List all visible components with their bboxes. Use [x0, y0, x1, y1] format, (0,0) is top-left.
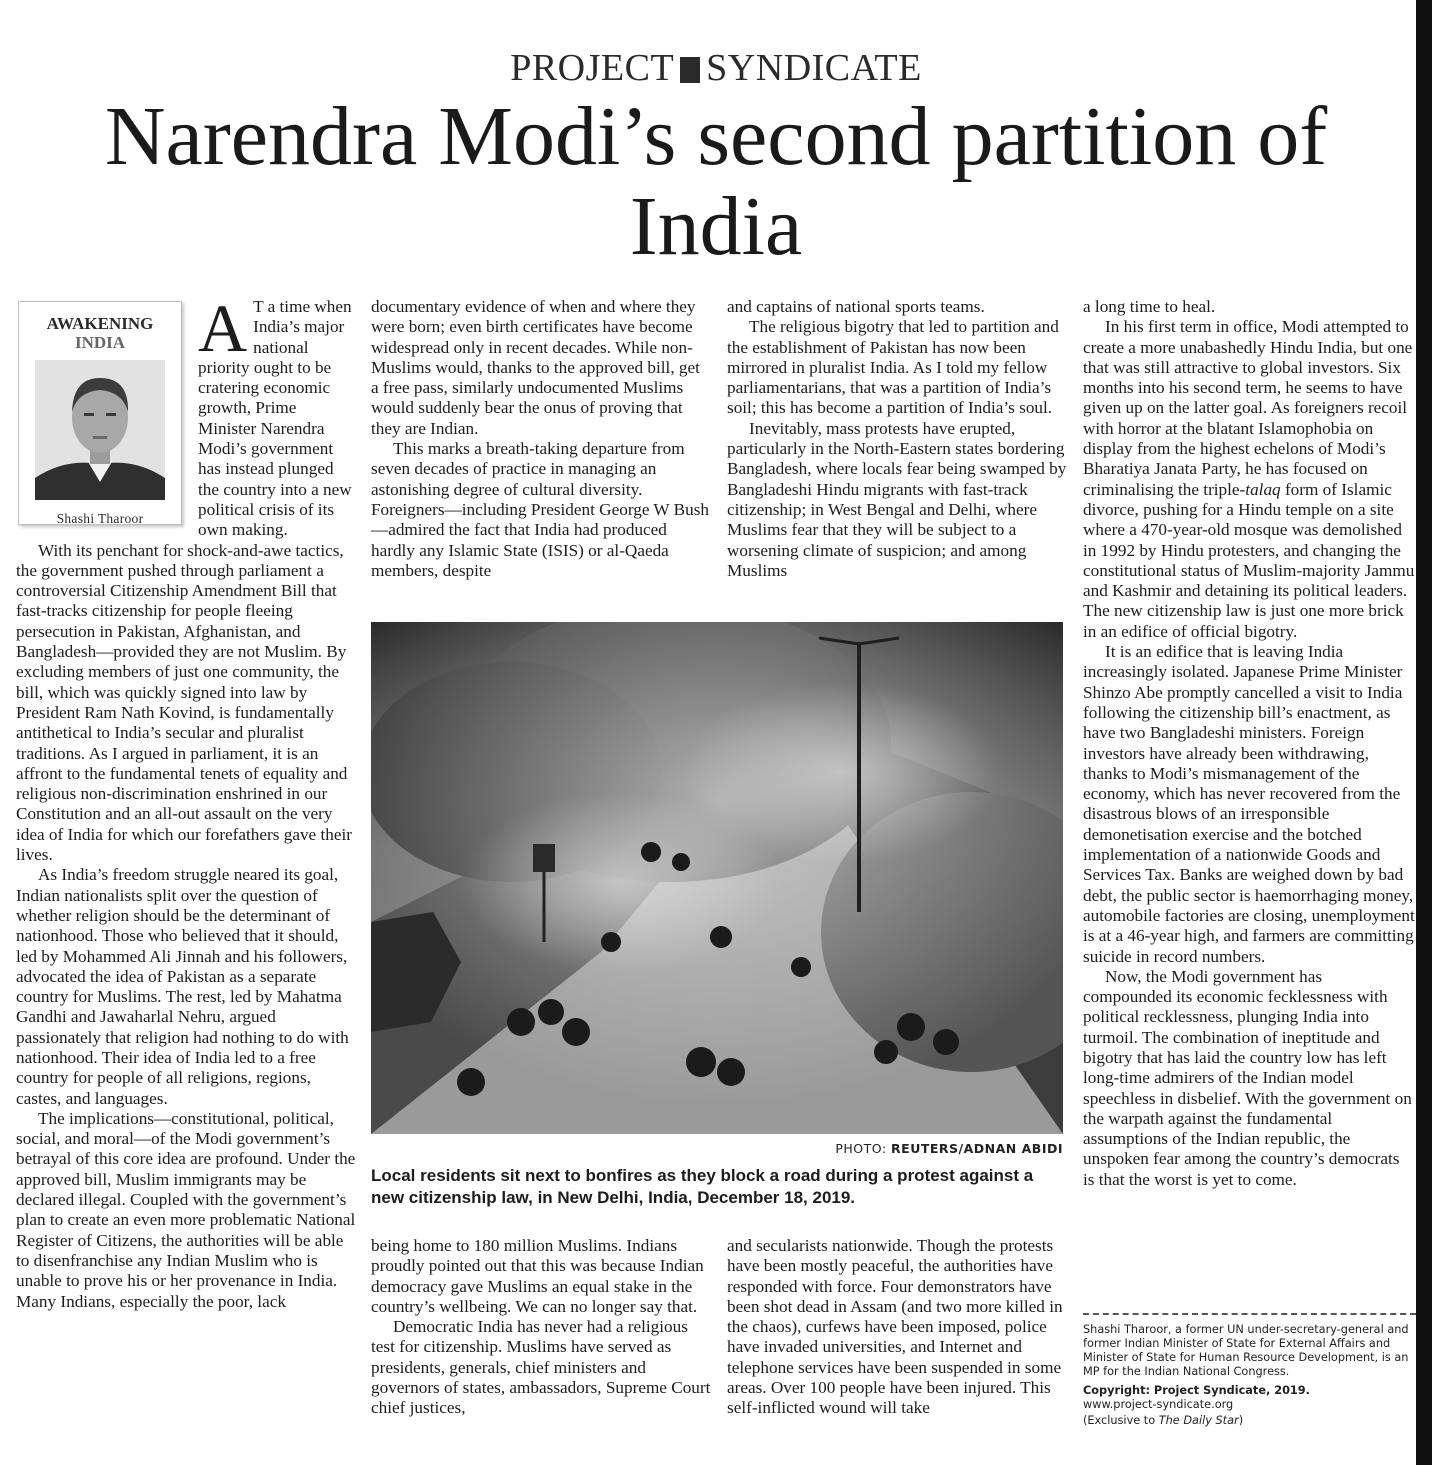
article-column-2: [371, 297, 711, 581]
photo-credit: [371, 1141, 1063, 1156]
article-column-4: [1083, 297, 1415, 1190]
top-edge: [0, 0, 1432, 6]
copyright: Copyright: Project Syndicate, 2019.: [1083, 1384, 1310, 1397]
paragraph: This marks a breath-taking departure from seven decades of practice in managing an astonishing degree of cultural diversity. Foreigners—including President George W Bush—admired the fact that India had produced hardly any Islamic State (ISIS) or al-Qaeda members, despite: [371, 439, 709, 580]
website-link[interactable]: www.project-syndicate.org: [1083, 1398, 1234, 1411]
paragraph-text: form of Islamic divorce, pushing for a Hindu temple on a site where a 470-year-old mosque was demolished in 1992 by Hindu protesters, and changing the constitutional status of Muslim-majority Jammu and Kashmir and detaining its political leaders. The new citizenship law is just one more brick in an edifice of official bigotry.: [1083, 479, 1415, 641]
paragraph: Democratic India has never had a religious test for citizenship. Muslims have served as presidents, generals, chief ministers and governors of states, ambassadors, Supreme Court chief justices,: [371, 1317, 711, 1418]
news-photo: [371, 622, 1063, 1134]
paragraph: The implications—constitutional, political, social, and moral—of the Modi government’s betrayal of this core idea are profound. Under the approved bill, Muslim immigrants may be declared illegal. Coupled with the government’s plan to create an even more problematic National Register of Citizens, the authorities will be able to disenfranchise any Indian Muslim who is unable to prove his or her provenance in India. Many Indians, especially the poor, lack: [16, 1108, 356, 1311]
article-column-3-continued: [727, 1236, 1067, 1419]
protest-photo-illustration: [371, 622, 1063, 1134]
photo-caption: Local residents sit next to bonfires as they block a road during a protest against a new citizenship law, in New Delhi, India, December 18, 2019.: [371, 1166, 1034, 1207]
article-column-1: [16, 290, 356, 1312]
page-edge: [1416, 0, 1432, 1465]
column-logo-box: [18, 301, 182, 525]
series-title: AWAKENING: [46, 314, 154, 333]
article-column-2-continued: [371, 1236, 711, 1419]
article-column-3: [727, 297, 1067, 581]
headline: Narendra Modi’s second partition of India: [104, 90, 1328, 273]
brand-left: PROJECT: [510, 47, 675, 89]
author-portrait-image: [35, 360, 165, 500]
paragraph: As India’s freedom struggle neared its goal, Indian nationalists split over the question of whether religion should be the determinant of nationhood. Those who believed that it should, led by Mohammed Ali Jinnah and his followers, advocated the idea of Pakistan as a separate country for Muslims. The rest, led by Mahatma Gandhi and Jawaharlal Nehru, argued passionately that religion had nothing to do with nationhood. Their idea of India led to a free country for people of all religions, regions, castes, and languages.: [16, 865, 349, 1108]
author-bio: [1083, 1323, 1417, 1428]
brand-right: SYNDICATE: [706, 47, 922, 89]
paragraph: It is an edifice that is leaving India increasingly isolated. Japanese Prime Minister Shinzo Abe promptly cancelled a visit to India following the citizenship bill’s enactment, as have two Bangladeshi ministers. Foreign investors have already been withdrawing, thanks to Modi’s mismanagement of the economy, which has never recovered from the disastrous blows of an irresponsible demonetisation exercise and the botched implementation of a nationwide Goods and Services Tax. Banks are weighed down by bad debt, the public sector is haemorrhaging money, automobile factories are closing, unemployment is at a 46-year high, and farmers are committing suicide in record numbers.: [1083, 642, 1415, 966]
paragraph: With its penchant for shock-and-awe tactics, the government pushed through parliament a controversial Citizenship Amendment Bill that fast-tracks citizenship for people fleeing persecution in Pakistan, Afghanistan, and Bangladesh—provided they are not Muslim. By excluding members of just one community, the bill, which was quickly signed into law by President Ram Nath Kovind, is fundamentally antithetical to India’s secular and pluralist traditions. As I argued in parliament, it is an affront to the fundamental tenets of equality and religious non-discrimination enshrined in our Constitution and an all-out assault on the very idea of India for which our forefathers gave their lives.: [16, 540, 352, 865]
paragraph: and secularists nationwide. Though the protests have been mostly peaceful, the authorities have responded with force. Four demonstrators have been shot dead in Assam (and two more killed in the chaos), curfews have been imposed, police have invaded universities, and Internet and telephone services have been suspended in some areas. Over 100 people have been injured. This self-inflicted wound will take: [727, 1236, 1063, 1418]
brand-mark-icon: [680, 57, 700, 83]
paragraph: and captains of national sports teams.: [727, 297, 985, 316]
italic-term: talaq: [1245, 479, 1281, 499]
paragraph: Inevitably, mass protests have erupted, particularly in the North-Eastern states bordering Bangladesh, where locals fear being swamped by Bangladeshi Hindu migrants with fast-track citizenship; in West Bengal and Delhi, where Muslims fear that they will be subject to a worsening climate of suspicion; and among Muslims: [727, 418, 1067, 580]
photo-credit-name: REUTERS/ADNAN ABIDI: [891, 1141, 1063, 1156]
paragraph-text: In his first term in office, Modi attempted to create a more unabashedly Hindu India, but one that was still attractive to global investors. Six months into his second term, he seems to have given up on the latter goal. As foreigners recoil with horror at the blatant Islamophobia on display from the highest echelons of Modi’s Bharatiya Janata Party, he has focused on criminalising the triple-: [1083, 317, 1413, 499]
divider: [1083, 1313, 1416, 1315]
author-bio-text: Shashi Tharoor, a former UN under-secretary-general and former Indian Minister of State for External Affairs and Minister of State for Human Resource Development, is an MP for the Indian National Congress.: [1083, 1323, 1409, 1378]
drop-cap: A: [198, 290, 248, 366]
exclusive-prefix: (Exclusive to: [1083, 1414, 1159, 1427]
paragraph: [1083, 317, 1415, 642]
publication-name: The Daily Star: [1158, 1414, 1239, 1427]
paragraph: The religious bigotry that led to partition and the establishment of Pakistan has now been mirrored in pluralist India. As I told my fellow parliamentarians, that was a partition of India’s soil; this has become a partition of India’s soul.: [727, 317, 1059, 418]
paragraph: T a time when India’s major national priority ought to be cratering economic growth, Prime Minister Narendra Modi’s government has instead plunged the country into a new political crisis of its own making.: [198, 297, 352, 540]
series-subtitle: INDIA: [74, 333, 126, 352]
author-name: Shashi Tharoor: [56, 511, 144, 526]
exclusive-suffix: ): [1238, 1414, 1244, 1427]
exclusive-note: [1083, 1414, 1417, 1428]
paragraph: a long time to heal.: [1083, 297, 1216, 316]
author-portrait: [35, 360, 165, 500]
publisher-logo: [0, 46, 1432, 90]
photo-credit-label: PHOTO:: [835, 1141, 892, 1156]
paragraph: Now, the Modi government has compounded its economic fecklessness with political recklessness, plunging India into turmoil. The combination of ineptitude and bigotry that has laid the country low has left long-time admirers of the Indian model speechless in disbelief. With the government on the warpath against the fundamental assumptions of the Indian republic, the unspoken fear among the country’s democrats is that the worst is yet to come.: [1083, 966, 1412, 1189]
paragraph: being home to 180 million Muslims. Indians proudly pointed out that this was because Indian democracy gave Muslims an equal stake in the country’s wellbeing. We can no longer say that.: [371, 1236, 704, 1316]
paragraph: documentary evidence of when and where they were born; even birth certificates have become widespread only in recent decades. While non-Muslims would, thanks to the approved bill, get a free pass, similarly undocumented Muslims would suddenly bear the onus of proving that they are Indian.: [371, 297, 700, 438]
